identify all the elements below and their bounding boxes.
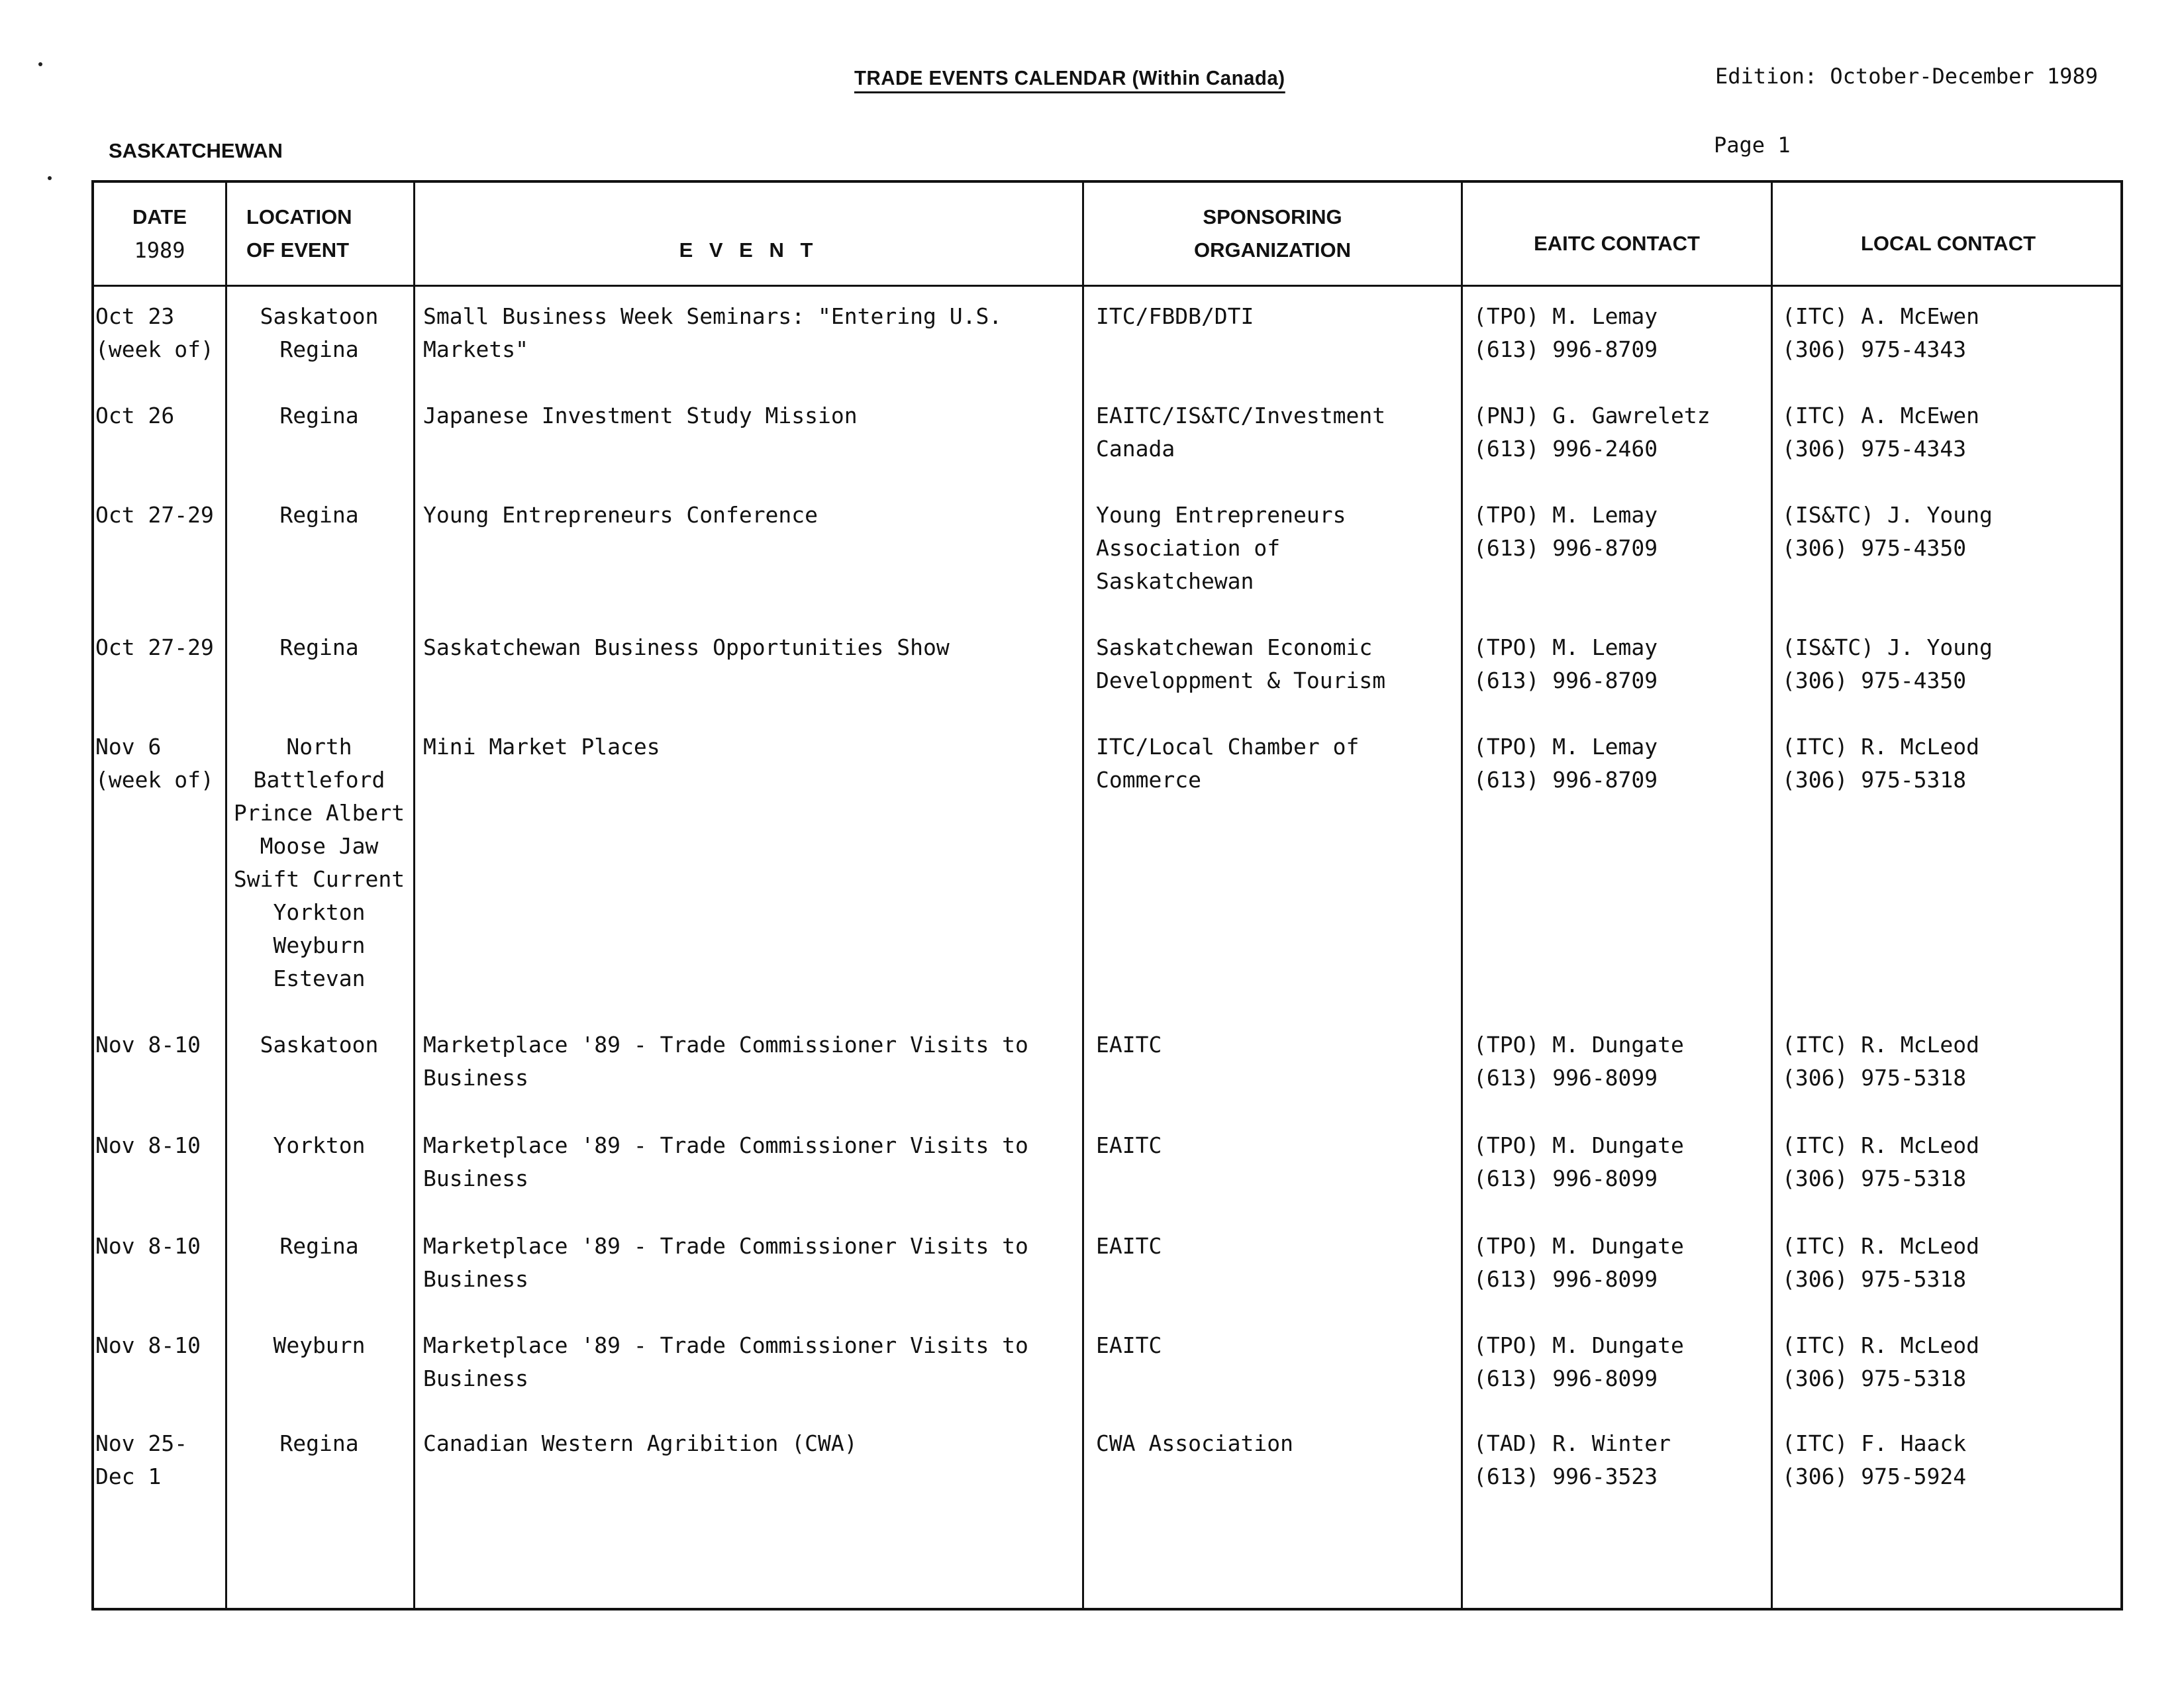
cell-location: Regina [279, 1430, 359, 1456]
scan-speck [48, 176, 52, 180]
cell-date: Nov 8-10 [95, 1332, 201, 1358]
cell-location: Regina [279, 403, 359, 428]
header-date [94, 183, 225, 285]
cell-location: Yorkton [273, 1132, 366, 1158]
header-date-label: DATE [132, 205, 187, 228]
cell-sponsor: Saskatchewan Economic Developpment & Tourism [1096, 634, 1386, 693]
region-heading: SASKATCHEWAN [109, 139, 283, 162]
header-eaitc-label: EAITC CONTACT [1534, 232, 1700, 255]
header-date-year: 1989 [134, 238, 185, 263]
cell-location: Saskatoon Regina [260, 303, 379, 362]
cell-location: Weyburn [273, 1332, 366, 1358]
events-table [91, 180, 2123, 1611]
cell-sponsor: EAITC [1096, 1032, 1162, 1058]
header-sponsor-line2: ORGANIZATION [1193, 238, 1352, 262]
cell-sponsor: EAITC/IS&TC/Investment Canada [1096, 403, 1386, 462]
header-eaitc [1463, 183, 1771, 285]
cell-local-contact: (ITC) F. Haack (306) 975-5924 [1782, 1430, 1967, 1489]
cell-eaitc-contact: (PNJ) G. Gawreletz (613) 996-2460 [1473, 403, 1711, 462]
cell-event: Marketplace '89 - Trade Commissioner Visits to Business [423, 1233, 1028, 1292]
cell-local-contact: (ITC) R. McLeod (306) 975-5318 [1782, 1332, 1980, 1391]
scan-speck [38, 62, 42, 66]
cell-date: Nov 6 (week of) [95, 734, 214, 793]
cell-sponsor: EAITC [1096, 1233, 1162, 1259]
cell-eaitc-contact: (TAD) R. Winter (613) 996-3523 [1473, 1430, 1671, 1489]
cell-local-contact: (IS&TC) J. Young (306) 975-4350 [1782, 502, 1993, 561]
cell-eaitc-contact: (TPO) M. Dungate (613) 996-8099 [1473, 1332, 1684, 1391]
cell-event: Saskatchewan Business Opportunities Show [423, 634, 950, 660]
column-divider [413, 183, 415, 1608]
cell-event: Marketplace '89 - Trade Commissioner Visits to Business [423, 1132, 1028, 1191]
cell-event: Canadian Western Agribition (CWA) [423, 1430, 858, 1456]
header-sponsor-line1: SPONSORING [1203, 205, 1342, 228]
cell-date: Nov 8-10 [95, 1132, 201, 1158]
cell-event: Young Entrepreneurs Conference [423, 502, 819, 528]
cell-local-contact: (ITC) A. McEwen (306) 975-4343 [1782, 403, 1980, 462]
cell-eaitc-contact: (TPO) M. Dungate (613) 996-8099 [1473, 1032, 1684, 1091]
cell-eaitc-contact: (TPO) M. Dungate (613) 996-8099 [1473, 1132, 1684, 1191]
page-number: Page 1 [1714, 132, 1791, 158]
cell-date: Oct 26 [95, 403, 175, 428]
cell-sponsor: EAITC [1096, 1332, 1162, 1358]
cell-location: Saskatoon [260, 1032, 379, 1058]
header-local-label: LOCAL CONTACT [1860, 232, 2036, 255]
cell-date: Nov 8-10 [95, 1032, 201, 1058]
cell-eaitc-contact: (TPO) M. Lemay (613) 996-8709 [1473, 634, 1658, 693]
cell-local-contact: (ITC) R. McLeod (306) 975-5318 [1782, 734, 1980, 793]
edition-label: Edition: October-December 1989 [1715, 64, 2098, 89]
header-location-line2: OF EVENT [246, 238, 350, 262]
cell-local-contact: (ITC) R. McLeod (306) 975-5318 [1782, 1032, 1980, 1091]
cell-location: Regina [279, 502, 359, 528]
cell-sponsor: Young Entrepreneurs Association of Saskatchewan [1096, 502, 1346, 594]
cell-event: Small Business Week Seminars: "Entering U.S. Markets" [423, 303, 1003, 362]
header-event-label: E V E N T [679, 238, 819, 262]
cell-date: Oct 23 (week of) [95, 303, 214, 362]
cell-sponsor: EAITC [1096, 1132, 1162, 1158]
cell-local-contact: (ITC) A. McEwen (306) 975-4343 [1782, 303, 1980, 362]
cell-sponsor: ITC/FBDB/DTI [1096, 303, 1254, 329]
cell-date: Oct 27-29 [95, 634, 214, 660]
cell-date: Nov 8-10 [95, 1233, 201, 1259]
header-sponsor [1084, 183, 1461, 285]
cell-event: Japanese Investment Study Mission [423, 403, 858, 428]
cell-location: Regina [279, 634, 359, 660]
cell-eaitc-contact: (TPO) M. Lemay (613) 996-8709 [1473, 502, 1658, 561]
header-event [415, 183, 1082, 285]
header-local [1773, 183, 2124, 285]
cell-location: Regina [279, 1233, 359, 1259]
cell-eaitc-contact: (TPO) M. Dungate (613) 996-8099 [1473, 1233, 1684, 1292]
cell-local-contact: (ITC) R. McLeod (306) 975-5318 [1782, 1233, 1980, 1292]
header-location-line1: LOCATION [246, 205, 352, 228]
page-title: TRADE EVENTS CALENDAR (Within Canada) [854, 66, 1285, 93]
cell-local-contact: (ITC) R. McLeod (306) 975-5318 [1782, 1132, 1980, 1191]
cell-event: Marketplace '89 - Trade Commissioner Visits to Business [423, 1032, 1028, 1091]
cell-eaitc-contact: (TPO) M. Lemay (613) 996-8709 [1473, 734, 1658, 793]
cell-local-contact: (IS&TC) J. Young (306) 975-4350 [1782, 634, 1993, 693]
cell-event: Mini Market Places [423, 734, 660, 760]
header-location [246, 183, 412, 285]
cell-date: Nov 25- Dec 1 [95, 1430, 188, 1489]
cell-sponsor: CWA Association [1096, 1430, 1294, 1456]
cell-eaitc-contact: (TPO) M. Lemay (613) 996-8709 [1473, 303, 1658, 362]
cell-date: Oct 27-29 [95, 502, 214, 528]
cell-event: Marketplace '89 - Trade Commissioner Visits to Business [423, 1332, 1028, 1391]
cell-location: North Battleford Prince Albert Moose Jaw Swift Current Yorkton Weyburn Estevan [233, 734, 405, 991]
header-rule [94, 285, 2120, 287]
column-divider [1461, 183, 1463, 1608]
cell-sponsor: ITC/Local Chamber of Commerce [1096, 734, 1360, 793]
